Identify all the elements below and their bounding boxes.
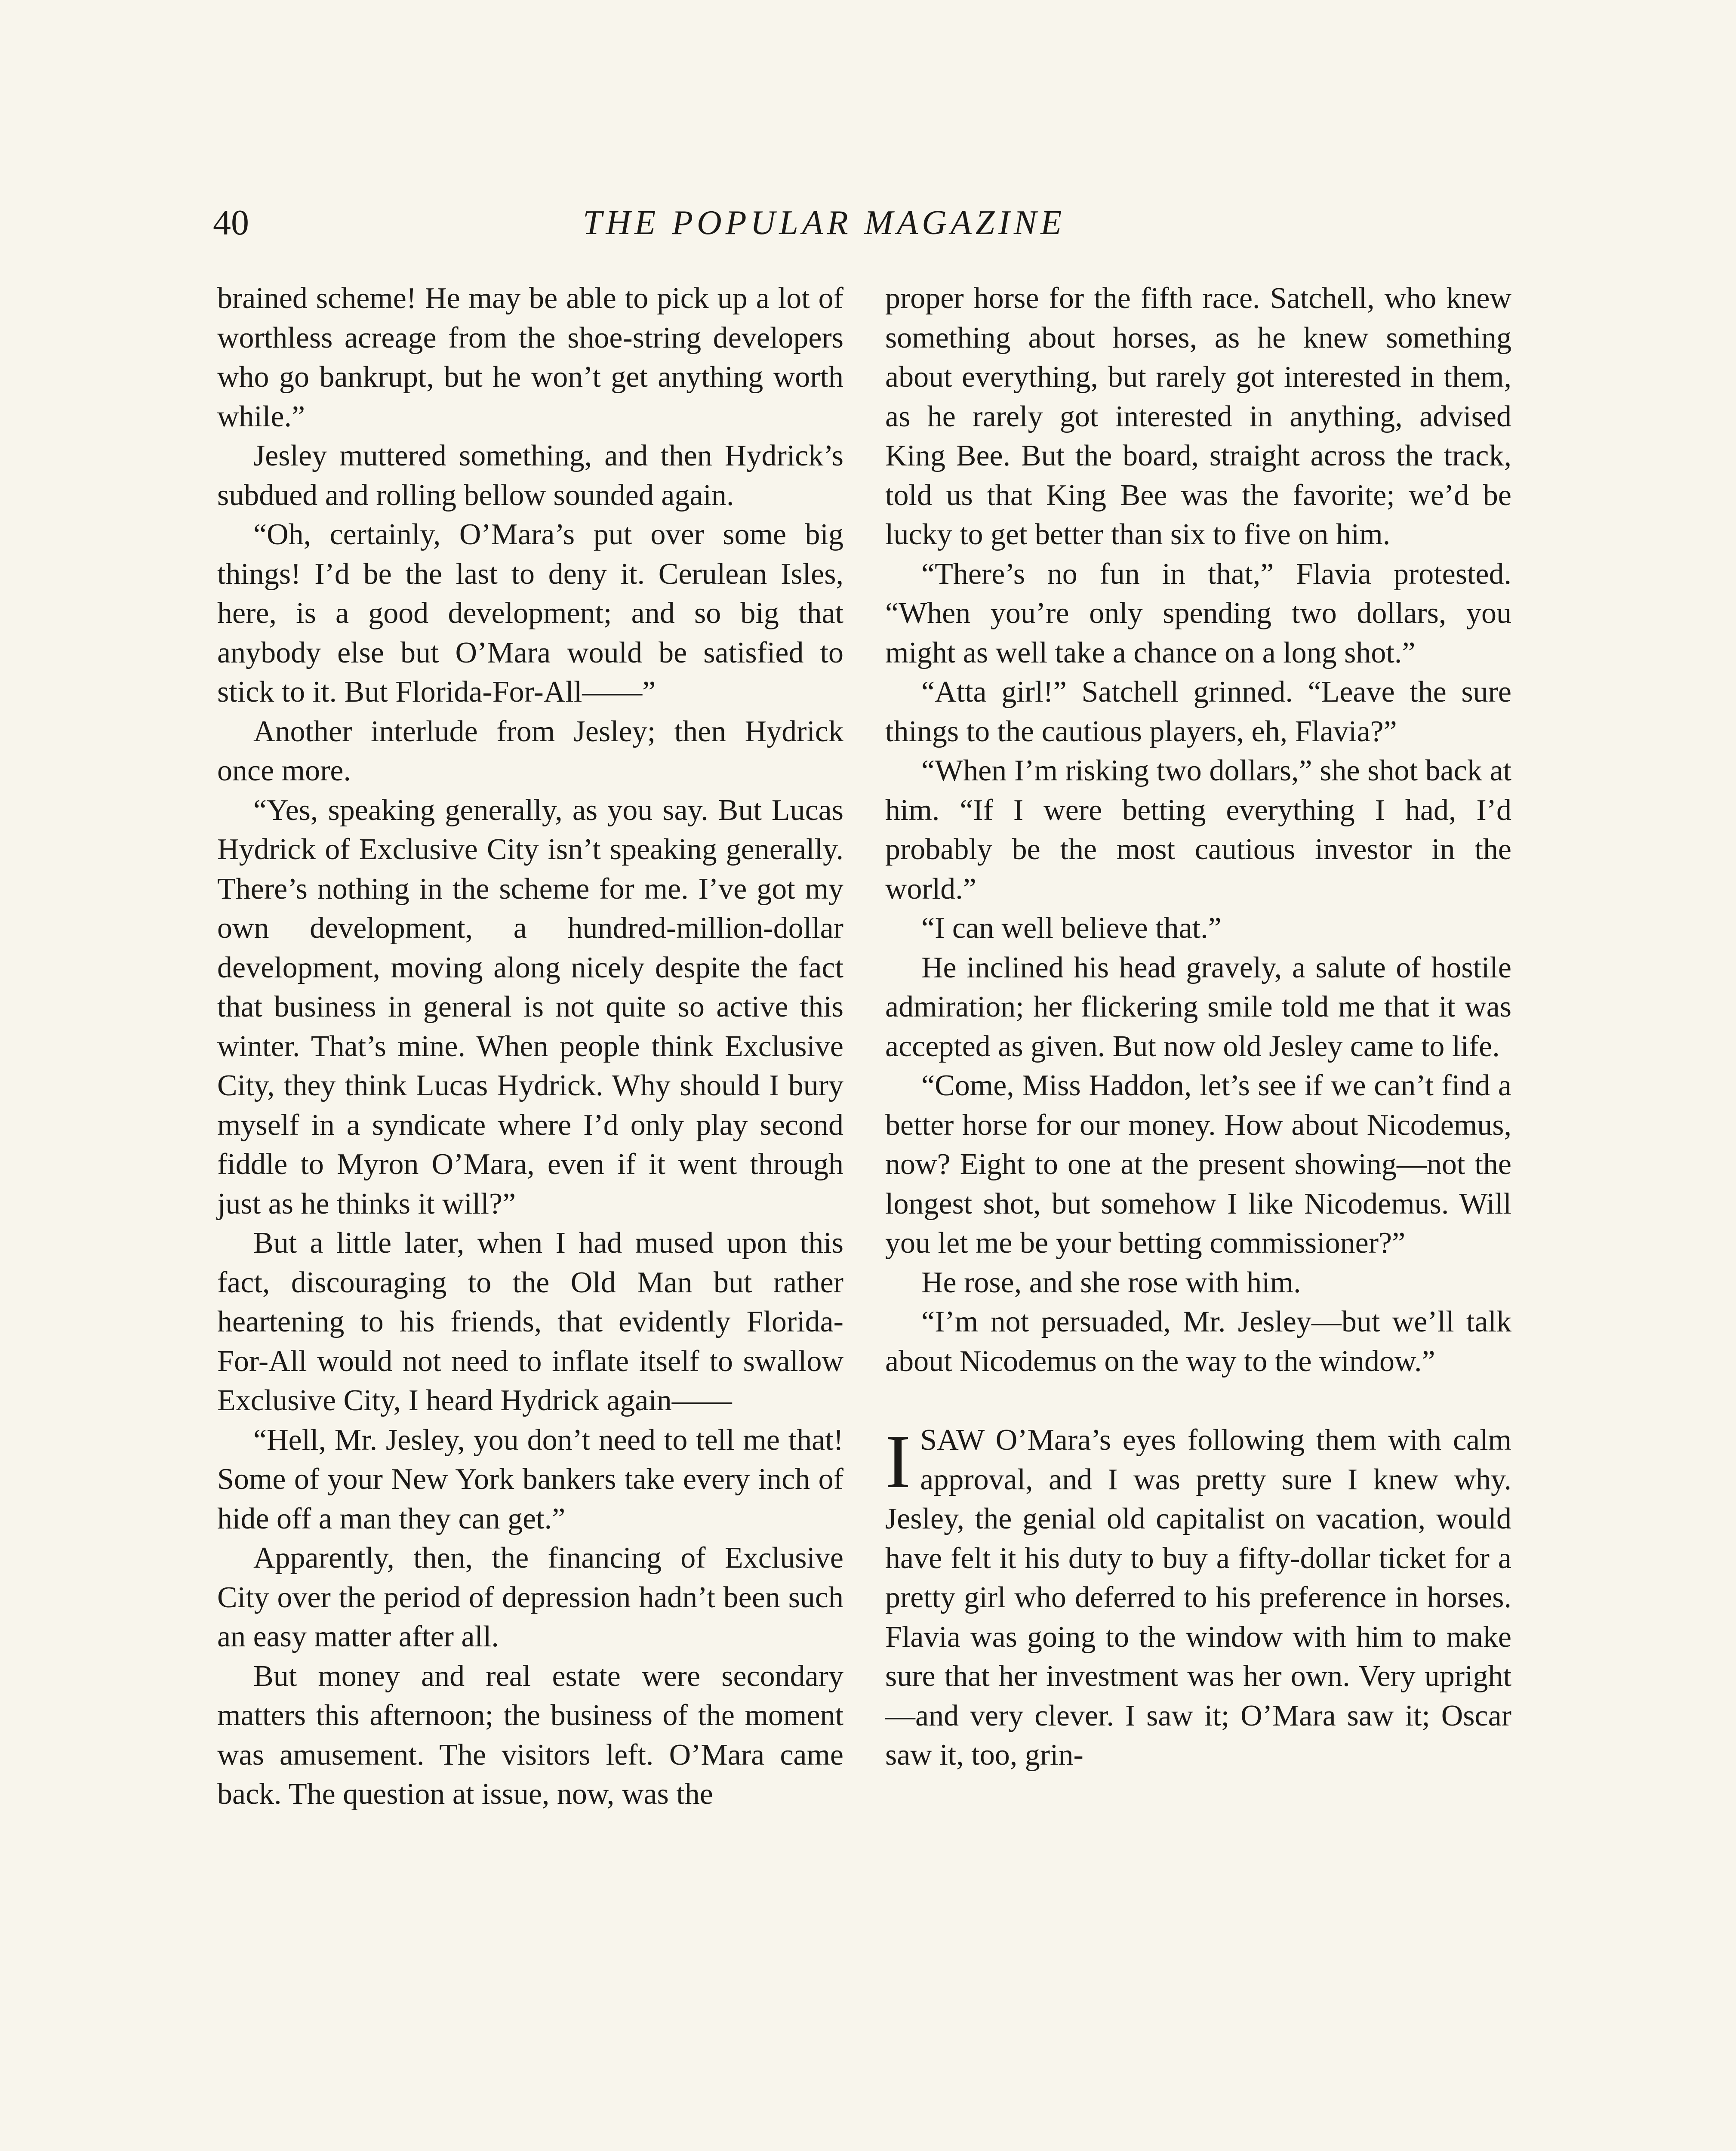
section-start-paragraph	[885, 1421, 1511, 1775]
left-column	[217, 279, 843, 1814]
paragraph: “Hell, Mr. Jesley, you don’t need to tell me that! Some of your New York bankers take every inch of hide off a man they can get.”	[217, 1423, 843, 1535]
paragraph: But a little later, when I had mused upon this fact, discouraging to the Old Man but rather heartening to his friends, that evidently Florida-For-All would not need to inflate itself to swallow Exclusive City, I heard Hydrick again——	[217, 1227, 843, 1417]
paragraph: “Yes, speaking generally, as you say. But Lucas Hydrick of Exclusive City isn’t speaking generally. There’s nothing in the scheme for me. I’ve got my own development, a hundred-million-dollar development, moving along nicely despite the fact that business in general is not quite so active this winter. That’s mine. When people think Exclusive City, they think Lucas Hydrick. Why should I bury myself in a syndicate where I’d only play second fiddle to Myron O’Mara, even if it went through just as he thinks it will?”	[217, 793, 843, 1220]
running-title: THE POPULAR MAGAZINE	[583, 204, 1066, 242]
paragraph: Apparently, then, the financing of Exclusive City over the period of depression hadn’t been such an easy matter after all.	[217, 1541, 843, 1653]
paragraph: “When I’m risking two dollars,” she shot back at him. “If I were betting everything I had, I’d probably be the most cautious investor in the world.”	[885, 754, 1511, 906]
paragraph: But money and real estate were secondary matters this afternoon; the business of the moment was amusement. The visitors left. O’Mara came back. The question at issue, now, was the	[217, 1659, 843, 1811]
paragraph: Another interlude from Jesley; then Hydrick once more.	[217, 715, 843, 787]
paragraph: “Atta girl!” Satchell grinned. “Leave the sure things to the cautious players, eh, Flavia?”	[885, 675, 1511, 748]
paragraph: Jesley muttered something, and then Hydrick’s subdued and rolling bellow sounded again.	[217, 439, 843, 512]
drop-cap: I	[885, 1419, 911, 1504]
paragraph: “Come, Miss Haddon, let’s see if we can’t find a better horse for our money. How about Nicodemus, now? Eight to one at the present showing—not the longest shot, but somehow I like Nicodemus. Will you let me be your betting commissioner?”	[885, 1069, 1511, 1260]
paragraph: “There’s no fun in that,” Flavia protested. “When you’re only spending two dollars, you might as well take a chance on a long shot.”	[885, 557, 1511, 669]
page-header	[213, 201, 1525, 257]
paragraph: “I’m not persuaded, Mr. Jesley—but we’ll talk about Nicodemus on the way to the window.”	[885, 1305, 1511, 1378]
right-column	[885, 279, 1511, 1775]
paragraph: brained scheme! He may be able to pick up a lot of worthless acreage from the shoe-string developers who go bankrupt, but he won’t get anything worth while.”	[217, 282, 843, 433]
paragraph: proper horse for the fifth race. Satchell, who knew something about horses, as he knew something about everything, but rarely got interested in them, as he rarely got interested in anything, advised King Bee. But the board, straight across the track, told us that King Bee was the favorite; we’d be lucky to get better than six to five on him.	[885, 282, 1511, 551]
paragraph: “I can well believe that.”	[921, 912, 1222, 945]
paragraph: He rose, and she rose with him.	[921, 1266, 1301, 1299]
page-number: 40	[213, 203, 249, 243]
section-text: SAW O’Mara’s eyes following them with calm approval, and I was pretty sure I knew why. Jesley, the genial old capitalist on vacation, would have felt it his duty to buy a fifty-dollar ticket for a pretty girl who deferred to his preference in horses. Flavia was going to the window with him to make sure that her investment was her own. Very upright—and very clever. I saw it; O’Mara saw it; Oscar saw it, too, grin-	[885, 1424, 1511, 1772]
paragraph: He inclined his head gravely, a salute of hostile admiration; her flickering smile told me that it was accepted as given. But now old Jesley came to life.	[885, 951, 1511, 1063]
paragraph: “Oh, certainly, O’Mara’s put over some big things! I’d be the last to deny it. Cerulean Isles, here, is a good development; and so big that anybody else but O’Mara would be satisfied to stick to it. But Florida-For-All——”	[217, 518, 843, 709]
